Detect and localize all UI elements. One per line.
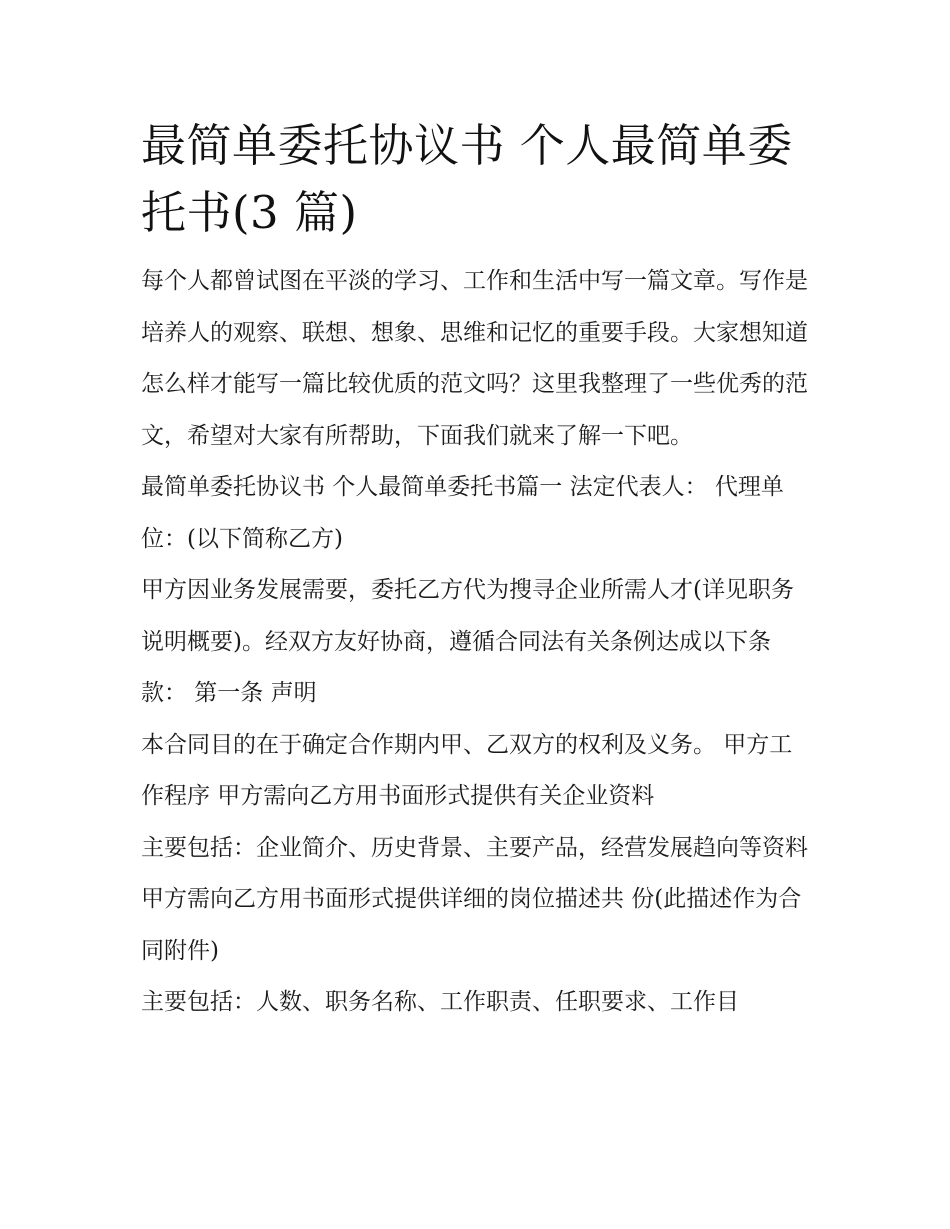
- paragraph-purpose: 甲方因业务发展需要，委托乙方代为搜寻企业所需人才(详见职务说明概要)。经双方友好协商，遵循合同法有关条例达成以下条款： 第一条 声明: [141, 577, 794, 706]
- paragraph-statement: 本合同目的在于确定合作期内甲、乙双方的权利及义务。 甲方工作程序 甲方需向乙方用书面形式提供有关企业资料: [141, 731, 793, 809]
- document-title: 最简单委托协议书 个人最简单委托书(3 篇): [141, 119, 793, 239]
- paragraph-materials: 主要包括：企业简介、历史背景、主要产品，经营发展趋向等资料甲方需向乙方用书面形式提供详细的岗位描述共 份(此描述作为合同附件): [141, 834, 808, 964]
- paragraph-job-details: 主要包括：人数、职务名称、工作职责、任职要求、工作目: [141, 989, 739, 1015]
- document-body: [141, 112, 813, 1029]
- intro-paragraph: 每个人都曾试图在平淡的学习、工作和生活中写一篇文章。写作是培养人的观察、联想、想象、思维和记忆的重要手段。大家想知道怎么样才能写一篇比较优质的范文吗？这里我整理了一些优秀的范文，希望对大家有所帮助，下面我们就来了解一下吧。: [141, 268, 808, 449]
- paragraph-parties: 最简单委托协议书 个人最简单委托书篇一 法定代表人： 代理单位：(以下简称乙方): [141, 474, 784, 552]
